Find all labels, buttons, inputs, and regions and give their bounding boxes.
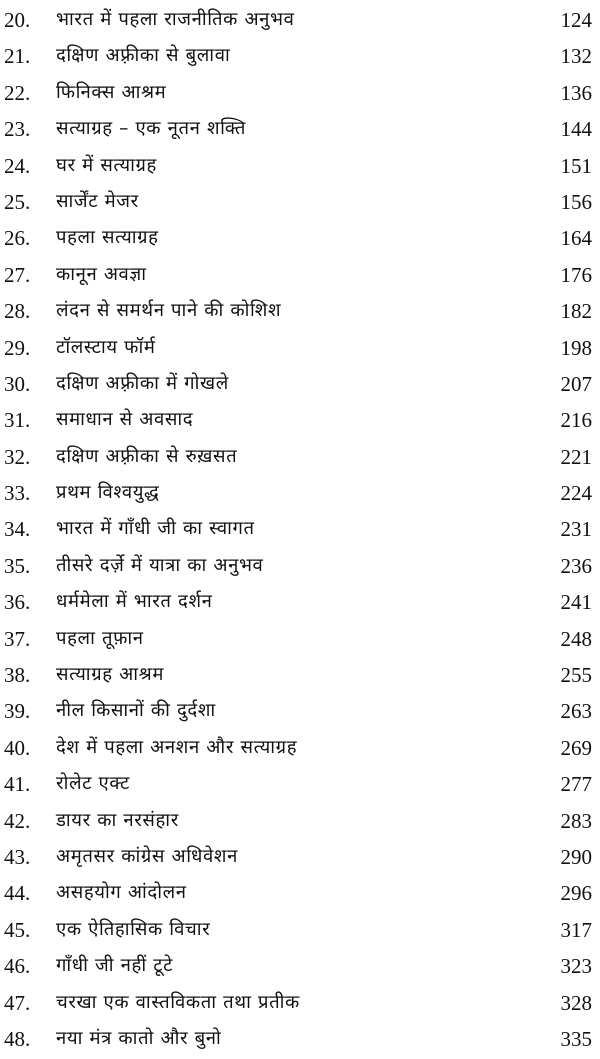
chapter-title: असहयोग आंदोलन (56, 882, 187, 904)
page-number: 176 (560, 262, 592, 287)
page-number: 277 (560, 772, 592, 797)
chapter-number: 46. (4, 954, 31, 979)
page-number: 283 (560, 808, 592, 833)
page-number: 263 (560, 699, 592, 724)
chapter-title: नील किसानों की दुर्दशा (56, 700, 216, 722)
toc-entry[interactable] (0, 693, 600, 729)
page-number: 164 (560, 226, 592, 251)
toc-entry[interactable] (0, 330, 600, 366)
chapter-title: घर में सत्याग्रह (56, 154, 157, 176)
toc-entry[interactable] (0, 2, 600, 38)
chapter-title: अमृतसर कांग्रेस अधिवेशन (56, 845, 238, 867)
toc-entry[interactable] (0, 220, 600, 256)
toc-entry[interactable] (0, 621, 600, 657)
chapter-number: 47. (4, 990, 31, 1015)
chapter-title: टॉलस्टाय फॉर्म (56, 336, 156, 358)
page-number: 221 (560, 444, 592, 469)
chapter-number: 39. (4, 699, 31, 724)
chapter-number: 22. (4, 80, 31, 105)
page-number: 241 (560, 590, 592, 615)
chapter-title: सत्याग्रह आश्रम (56, 664, 164, 686)
chapter-number: 45. (4, 917, 31, 942)
chapter-title: रोलेट एक्ट (56, 773, 130, 795)
toc-entry[interactable] (0, 475, 600, 511)
toc-entry[interactable] (0, 75, 600, 111)
toc-entry[interactable] (0, 657, 600, 693)
toc-entry[interactable] (0, 839, 600, 875)
chapter-title: देश में पहला अनशन और सत्याग्रह (56, 736, 298, 758)
page-number: 269 (560, 735, 592, 760)
page-number: 290 (560, 844, 592, 869)
chapter-number: 38. (4, 663, 31, 688)
chapter-title: नया मंत्र कातो और बुनो (56, 1027, 222, 1049)
toc-entry[interactable] (0, 584, 600, 620)
chapter-number: 24. (4, 153, 31, 178)
chapter-number: 30. (4, 371, 31, 396)
toc-entry[interactable] (0, 548, 600, 584)
page-number: 132 (560, 44, 592, 69)
toc-entry[interactable] (0, 803, 600, 839)
chapter-number: 37. (4, 626, 31, 651)
chapter-title: कानून अवज्ञा (56, 263, 147, 285)
page-number: 231 (560, 517, 592, 542)
page-number: 248 (560, 626, 592, 651)
chapter-title: भारत में गाँधी जी का स्वागत (56, 518, 255, 540)
toc-entry[interactable] (0, 730, 600, 766)
chapter-title: तीसरे दर्ज़े में यात्रा का अनुभव (56, 554, 264, 576)
chapter-number: 32. (4, 444, 31, 469)
chapter-number: 48. (4, 1026, 31, 1051)
toc-entry[interactable] (0, 402, 600, 438)
chapter-number: 40. (4, 735, 31, 760)
chapter-title: गाँधी जी नहीं टूटे (56, 955, 174, 977)
toc-entry[interactable] (0, 875, 600, 911)
toc-entry[interactable] (0, 38, 600, 74)
chapter-title: सत्याग्रह – एक नूतन शक्ति (56, 118, 246, 140)
page-number: 124 (560, 8, 592, 32)
chapter-title: दक्षिण अफ़्रीका से रुख़सत (56, 445, 238, 467)
page-number: 198 (560, 335, 592, 360)
chapter-title: पहला तूफ़ान (56, 627, 144, 649)
toc-entry[interactable] (0, 1021, 600, 1057)
chapter-number: 21. (4, 44, 31, 69)
page-number: 151 (560, 153, 592, 178)
toc-entry[interactable] (0, 439, 600, 475)
chapter-title: समाधान से अवसाद (56, 409, 194, 431)
chapter-number: 27. (4, 262, 31, 287)
page-number: 255 (560, 663, 592, 688)
chapter-number: 34. (4, 517, 31, 542)
chapter-number: 20. (4, 8, 31, 32)
page-number: 216 (560, 408, 592, 433)
chapter-title: दक्षिण अफ़्रीका में गोखले (56, 372, 229, 394)
chapter-title: डायर का नरसंहार (56, 809, 179, 831)
page-number: 136 (560, 80, 592, 105)
table-of-contents (0, 2, 600, 1057)
toc-entry[interactable] (0, 948, 600, 984)
chapter-title: चरखा एक वास्तविकता तथा प्रतीक (56, 991, 300, 1013)
toc-entry[interactable] (0, 766, 600, 802)
chapter-title: भारत में पहला राजनीतिक अनुभव (56, 9, 295, 30)
chapter-number: 44. (4, 881, 31, 906)
page-number: 323 (560, 954, 592, 979)
toc-entry[interactable] (0, 148, 600, 184)
chapter-number: 43. (4, 844, 31, 869)
page-number: 236 (560, 553, 592, 578)
toc-entry[interactable] (0, 257, 600, 293)
chapter-number: 33. (4, 481, 31, 506)
chapter-title: लंदन से समर्थन पाने की कोशिश (56, 300, 282, 322)
chapter-number: 41. (4, 772, 31, 797)
page-number: 144 (560, 117, 592, 142)
page-number: 317 (560, 917, 592, 942)
chapter-number: 35. (4, 553, 31, 578)
toc-entry[interactable] (0, 111, 600, 147)
page-number: 328 (560, 990, 592, 1015)
page-number: 156 (560, 189, 592, 214)
page-number: 207 (560, 371, 592, 396)
chapter-title: पहला सत्याग्रह (56, 227, 159, 249)
chapter-title: फिनिक्स आश्रम (56, 81, 167, 103)
toc-entry[interactable] (0, 184, 600, 220)
page-number: 182 (560, 299, 592, 324)
chapter-title: एक ऐतिहासिक विचार (56, 918, 211, 940)
chapter-number: 42. (4, 808, 31, 833)
toc-entry[interactable] (0, 985, 600, 1021)
toc-entry[interactable] (0, 511, 600, 547)
page-number: 335 (560, 1026, 592, 1051)
chapter-number: 26. (4, 226, 31, 251)
chapter-title: प्रथम विश्वयुद्ध (56, 482, 160, 504)
chapter-number: 25. (4, 189, 31, 214)
chapter-number: 29. (4, 335, 31, 360)
chapter-number: 36. (4, 590, 31, 615)
chapter-title: धर्ममेला में भारत दर्शन (56, 591, 213, 613)
toc-entry[interactable] (0, 912, 600, 948)
chapter-number: 31. (4, 408, 31, 433)
toc-entry[interactable] (0, 366, 600, 402)
page-number: 224 (560, 481, 592, 506)
chapter-title: सार्जेंट मेजर (56, 190, 139, 212)
toc-entry[interactable] (0, 293, 600, 329)
chapter-number: 23. (4, 117, 31, 142)
chapter-title: दक्षिण अफ़्रीका से बुलावा (56, 45, 231, 67)
page-number: 296 (560, 881, 592, 906)
chapter-number: 28. (4, 299, 31, 324)
